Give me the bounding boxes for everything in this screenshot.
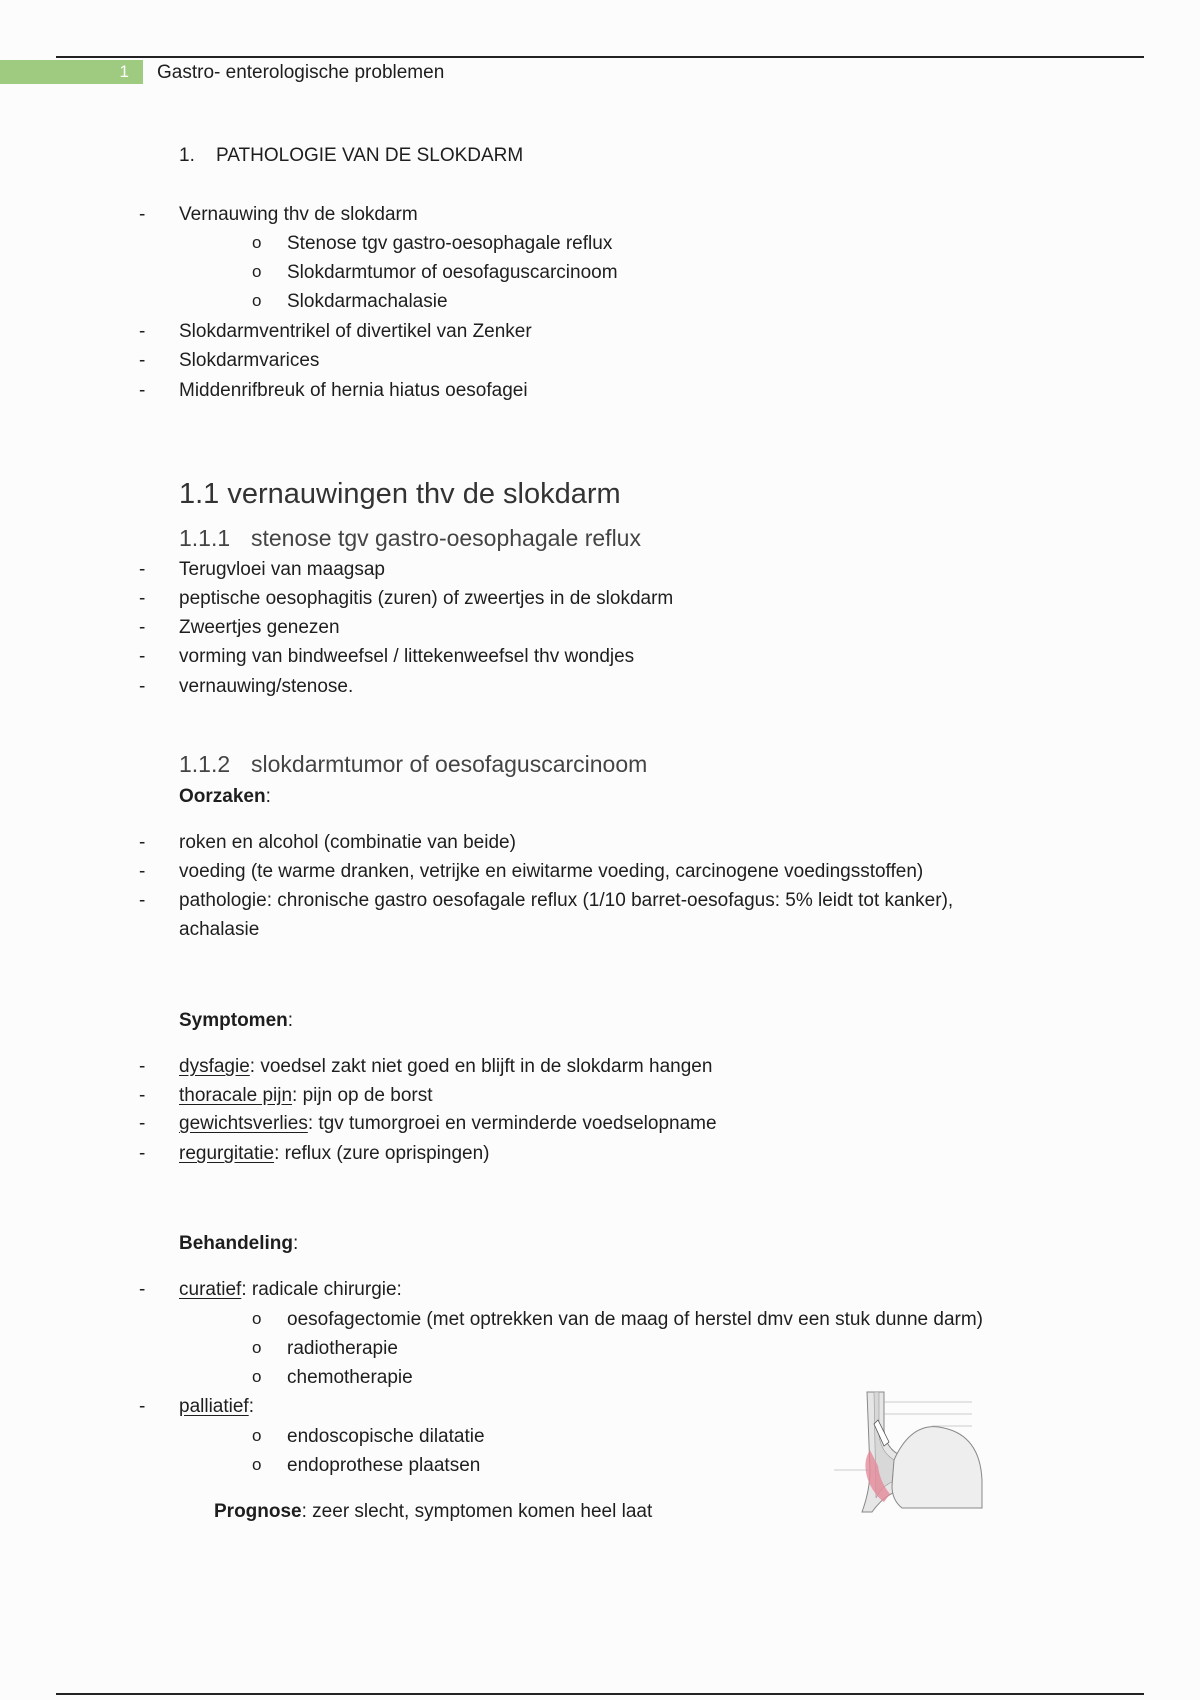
list-item: vorming van bindweefsel / littekenweefsel thv wondjes [179,646,635,667]
bullet-dash: - [139,1085,146,1106]
treatment-desc: : radicale chirurgie: [241,1279,402,1300]
bullet-circle: o [252,1455,262,1474]
bullet-dash: - [139,832,146,853]
bullet-dash: - [139,861,146,882]
list-item: pathologie: chronische gastro oesofagale reflux (1/10 barret-oesofagus: 5% leidt tot kanker), [179,890,954,911]
symptomen-label [179,1010,293,1032]
symptom-term: dysfagie [179,1056,250,1077]
treatment-item [179,1396,254,1418]
section-1-number: 1. [179,145,195,166]
bullet-dash: - [139,559,146,580]
sub-list-item: endoprothese plaatsen [287,1455,481,1476]
bullet-dash: - [139,676,146,697]
behandeling-label-text: Behandeling [179,1233,294,1254]
list-item: Slokdarmventrikel of divertikel van Zenker [179,321,532,342]
colon: : [287,1010,294,1031]
list-item: Zweertjes genezen [179,617,340,638]
oorzaken-label [179,786,271,808]
sub-list-item: radiotherapie [287,1338,398,1359]
list-item: peptische oesophagitis (zuren) of zweertjes in de slokdarm [179,588,674,609]
list-item: Middenrifbreuk of hernia hiatus oesofagei [179,380,528,401]
oorzaken-label-text: Oorzaken [179,786,266,807]
bullet-dash: - [139,204,146,225]
list-item: Vernauwing thv de slokdarm [179,204,418,225]
heading-1-1-1-title: stenose tgv gastro-oesophagale reflux [251,525,641,551]
treatment-item [179,1279,402,1301]
bullet-dash: - [139,350,146,371]
page-number-badge: 1 [0,60,143,84]
symptom-item [179,1143,490,1165]
bullet-circle: o [252,233,262,252]
heading-1-1-1-number: 1.1.1 [179,525,231,551]
behandeling-label [179,1233,298,1255]
sub-list-item: oesofagectomie (met optrekken van de maag of herstel dmv een stuk dunne darm) [287,1309,983,1330]
section-1-title: PATHOLOGIE VAN DE SLOKDARM [216,145,524,166]
colon: : [293,1233,299,1254]
bullet-dash: - [139,1113,146,1134]
symptom-desc: : reflux (zure oprispingen) [274,1143,490,1164]
colon: : [265,786,271,807]
sub-list-item: Stenose tgv gastro-oesophagale reflux [287,233,613,254]
treatment-term: curatief [179,1279,242,1300]
heading-1-1-2-title: slokdarmtumor of oesofaguscarcinoom [251,751,648,777]
symptom-desc: : voedsel zakt niet goed en blijft in de slokdarm hangen [249,1056,713,1077]
esophagus-tumor-illustration [832,1390,992,1518]
bullet-dash: - [139,890,146,911]
prognose-line [214,1501,652,1523]
bullet-circle: o [252,1338,262,1357]
sub-list-item: Slokdarmtumor of oesofaguscarcinoom [287,262,618,283]
bullet-dash: - [139,1279,146,1300]
symptom-term: thoracale pijn [179,1085,293,1106]
bullet-dash: - [139,646,146,667]
symptom-item [179,1085,433,1107]
bullet-dash: - [139,1143,146,1164]
symptom-desc: : pijn op de borst [292,1085,433,1106]
list-item: roken en alcohol (combinatie van beide) [179,832,516,853]
bullet-dash: - [139,1056,146,1077]
symptom-term: regurgitatie [179,1143,275,1164]
bullet-dash: - [139,588,146,609]
list-item: Slokdarmvarices [179,350,320,371]
symptomen-label-text: Symptomen [179,1010,288,1031]
prognose-text: : zeer slecht, symptomen komen heel laat [301,1501,653,1522]
heading-1-1: 1.1 vernauwingen thv de slokdarm [179,478,621,510]
bullet-circle: o [252,1309,262,1328]
list-item: vernauwing/stenose. [179,676,354,697]
bullet-dash: - [139,1396,146,1417]
symptom-item [179,1113,717,1135]
heading-1-1-2-number: 1.1.2 [179,751,231,777]
treatment-term: palliatief [179,1396,249,1417]
treatment-desc: : [248,1396,254,1417]
footer-rule [56,1693,1144,1695]
running-title: Gastro- enterologische problemen [157,62,445,83]
symptom-desc: : tgv tumorgroei en verminderde voedselopname [307,1113,717,1134]
symptom-term: gewichtsverlies [179,1113,308,1134]
sub-list-item: chemotherapie [287,1367,413,1388]
symptom-item [179,1056,712,1078]
bullet-dash: - [139,617,146,638]
header-rule [56,56,1144,58]
bullet-dash: - [139,321,146,342]
bullet-circle: o [252,262,262,281]
bullet-circle: o [252,291,262,310]
sub-list-item: Slokdarmachalasie [287,291,448,312]
list-item: Terugvloei van maagsap [179,559,385,580]
bullet-circle: o [252,1426,262,1445]
list-item: voeding (te warme dranken, vetrijke en eiwitarme voeding, carcinogene voedingsstoffen) [179,861,924,882]
list-item-continuation: achalasie [179,919,260,940]
bullet-dash: - [139,380,146,401]
sub-list-item: endoscopische dilatatie [287,1426,485,1447]
prognose-label: Prognose [214,1501,302,1522]
bullet-circle: o [252,1367,262,1386]
